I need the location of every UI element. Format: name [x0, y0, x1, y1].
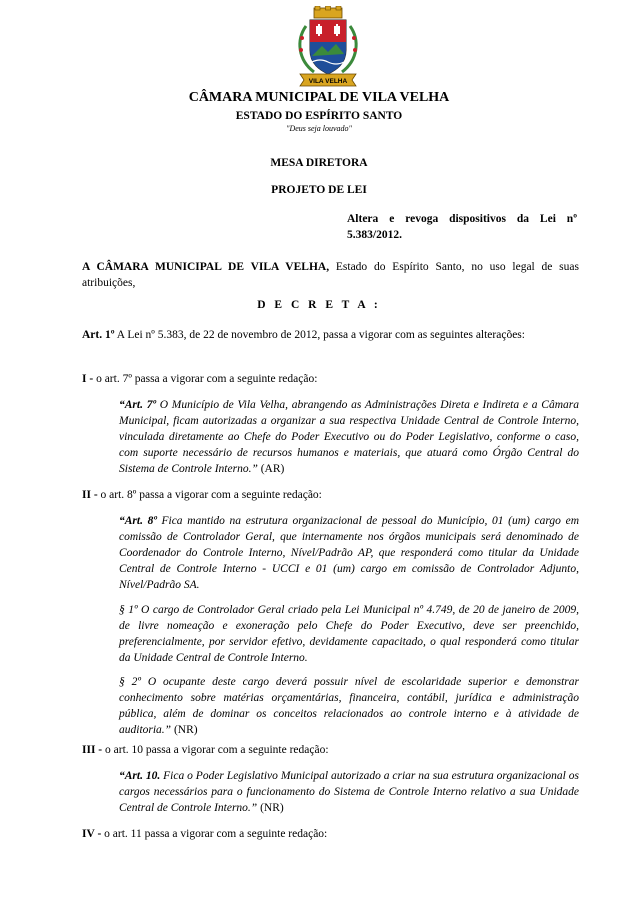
crest-banner-text: VILA VELHA	[308, 78, 348, 85]
item-iii-label: III -	[82, 744, 103, 756]
quote-art-8	[119, 513, 579, 593]
article-1-text: A Lei nº 5.383, de 22 de novembro de 2012, passa a vigorar com as seguintes alterações:	[114, 329, 525, 341]
item-iv	[82, 826, 579, 842]
item-iv-text: o art. 11 passa a vigorar com a seguinte redação:	[101, 828, 328, 840]
decree-heading: D E C R E T A :	[257, 299, 381, 311]
item-iv-label: IV -	[82, 828, 102, 840]
quote-paragraph-2	[119, 674, 579, 738]
quote-art-8-label: “Art. 8º	[119, 515, 157, 527]
quote-paragraph-2-text: § 2º O ocupante deste cargo deverá possuir nível de escolaridade superior e demonstrar conhecimento sobre matérias orçamentárias, financeira, contábil, jurídica e administração pública, além de dominar os conceitos relacionados ao controle interno e à atividade de auditoria.”	[119, 676, 579, 736]
chamber-title: CÂMARA MUNICIPAL DE VILA VELHA	[188, 90, 450, 105]
bill-title: PROJETO DE LEI	[271, 184, 367, 196]
coat-of-arms-icon	[292, 6, 364, 88]
preamble	[82, 259, 579, 291]
quote-art-10-text: Fica o Poder Legislativo Municipal autorizado a criar na sua estrutura organizacional os cargos necessários para o funcionamento do Sistema de Controle Interno relativo a sua Unidade Central de Controle Interno.”	[119, 770, 579, 814]
preamble-bold: A CÂMARA MUNICIPAL DE VILA VELHA,	[82, 261, 330, 273]
item-ii-text: o art. 8º passa a vigorar com a seguinte redação:	[97, 489, 322, 501]
item-iii	[82, 742, 579, 758]
quote-art-7-tag: (AR)	[257, 463, 285, 475]
item-i-label: I -	[82, 373, 94, 385]
quote-art-8-text: Fica mantido na estrutura organizacional de pessoal do Município, 01 (um) cargo em comissão de Controlador Geral, que internamente nos órgãos municipais será denominado de Coordenador do Controle Interno, Nível/Padrão AP, que responderá como titular da Unidade Central de Controle Interno - UCCI e 01 (um) cargo em comissão de Controlador Adjunto, Nível/Padrão SA.	[119, 515, 579, 591]
item-iii-text: o art. 10 passa a vigorar com a seguinte redação:	[102, 744, 329, 756]
quote-art-10	[119, 768, 579, 816]
item-ii-label: II -	[82, 489, 98, 501]
preamble-text: Estado do Espírito Santo, no uso legal de suas atribuições,	[82, 261, 579, 289]
article-1	[82, 327, 579, 343]
article-1-label: Art. 1º	[82, 329, 115, 341]
bill-summary: Altera e revoga dispositivos da Lei nº 5.383/2012.	[347, 213, 577, 241]
item-i-text: o art. 7º passa a vigorar com a seguinte redação:	[93, 373, 318, 385]
board-title: MESA DIRETORA	[270, 157, 368, 169]
item-i	[82, 371, 579, 387]
quote-paragraph-1: § 1º O cargo de Controlador Geral criado pela Lei Municipal nº 4.749, de 20 de janeiro de 2009, de livre nomeação e exoneração pelo Chefe do Poder Executivo, deve ser preenchido, preferencialmente, por servidor efetivo, devidamente capacitado, o qual responderá como titular da Unidade Central de Controle Interno.	[119, 604, 579, 664]
quote-art-10-tag: (NR)	[257, 802, 284, 814]
quote-art-10-label: “Art. 10.	[119, 770, 161, 782]
motto: "Deus seja louvado"	[286, 124, 352, 133]
quote-paragraph-2-tag: (NR)	[171, 724, 198, 736]
state-title: ESTADO DO ESPÍRITO SANTO	[235, 110, 403, 122]
item-ii	[82, 487, 579, 503]
quote-art-7	[119, 397, 579, 477]
quote-art-7-label: “Art. 7º	[119, 399, 156, 411]
quote-art-7-text: O Município de Vila Velha, abrangendo as Administrações Direta e Indireta e a Câmara Municipal, ficam autorizadas a organizar a sua respectiva Unidade Central de Controle Interno, vinculada diretamente ao Chefe do Poder Executivo ou do Poder Legislativo, conforme o caso, com suporte necessário de recursos humanos e materiais, que atuará como Órgão Central do Sistema de Controle Interno.”	[119, 399, 579, 475]
